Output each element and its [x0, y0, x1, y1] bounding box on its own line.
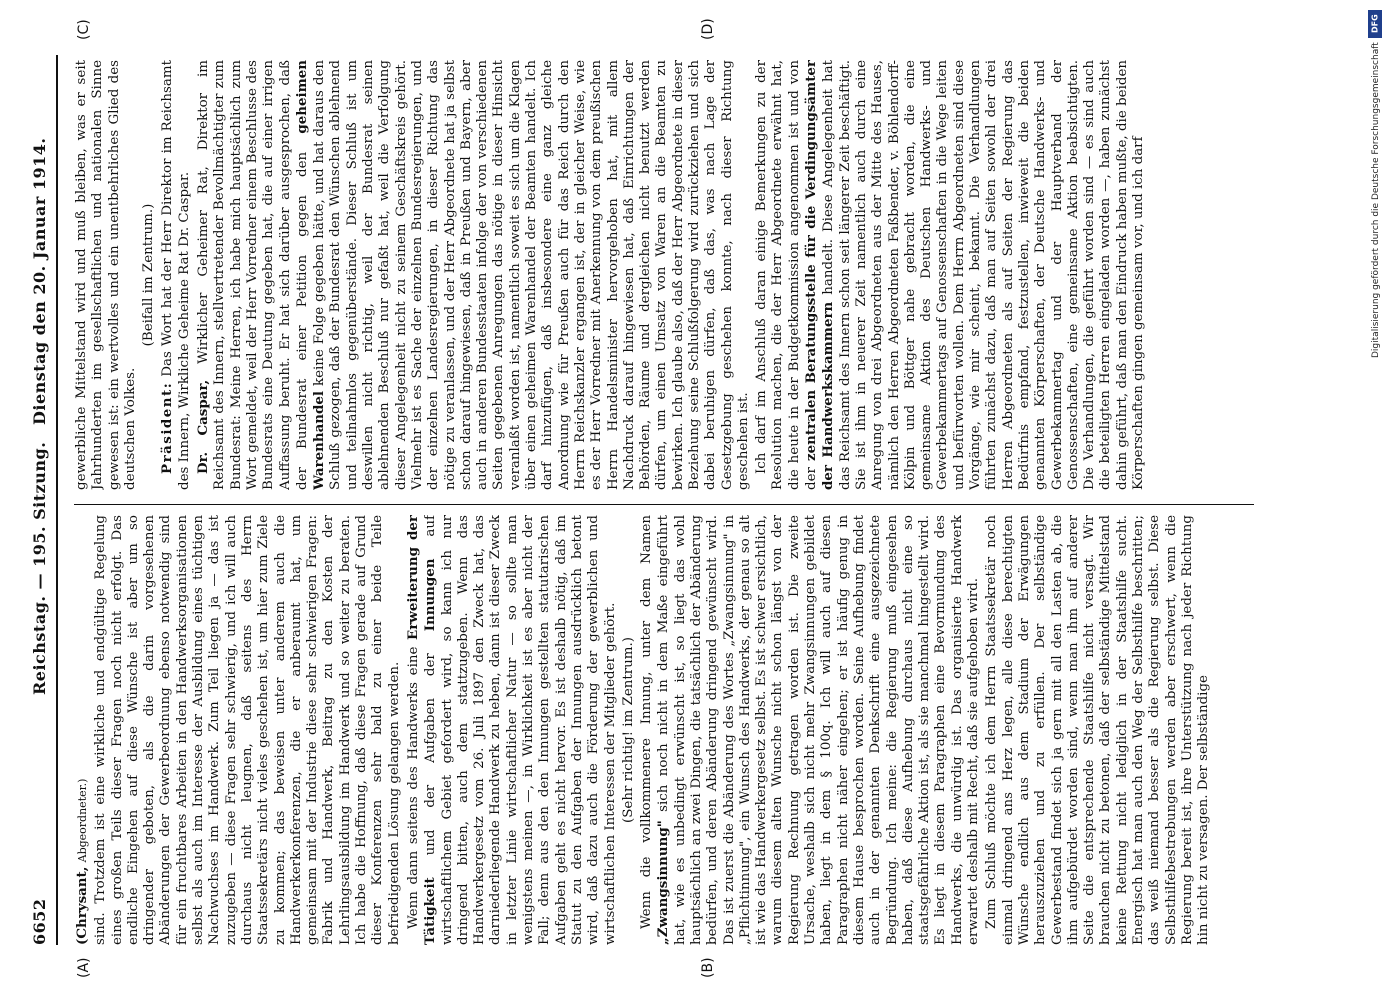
paragraph: Ich darf im Anschluß daran einige Bemerkungen zu der Resolution machen, die der Herr Abgeordnete erwähnt hat, die heute in der Budgetkommission angenommen ist und von der zentralen Beratungsstelle für die Verdingungsämter der Handwerkskammern handelt. Diese Angelegenheit hat das Reichsamt des Innern schon seit längerer Zeit beschäftigt. Sie ist ihm in neuerer Zeit namentlich auch durch eine Anregung von drei Abgeordneten aus der Mitte des Hauses, nämlich den Herren Abgeordneten Faßbender, v. Böhlendorff-Kölpin und Böttger nahe gebracht worden, die eine gemeinsame Aktion des Deutschen Handwerks- und Gewerbekammertags auf Genossenschaften in die Wege leiten und befürworten wollen. Dem Herrn Abgeordneten sind diese Vorgänge, wie mir scheint, bekannt. Die Verhandlungen führten zunächst dazu, daß man auf Seiten sowohl der drei Herren Abgeordneten als auf Seiten der Regierung das Bedürfnis empfand, festzustellen, inwieweit die beiden genannten Körperschaften, der Deutsche Handwerks- und Gewerbekammertag und der Hauptverband der Genossenschaften, eine gemeinsame Aktion beabsichtigten. Die Verhandlungen, die geführt worden sind — es sind auch die beteiligten Herren eingeladen worden —, haben zunächst dahin geführt, daß man den Eindruck haben mußte, die beiden Körperschaften gingen gemeinsam vor, und ich darf	[754, 60, 1146, 490]
speaker-line	[74, 515, 91, 945]
margin-mark-a: (A)	[76, 957, 92, 978]
emphasis: Innungen	[422, 558, 439, 632]
dfg-logo: DFG	[1368, 10, 1382, 38]
emphasis: zentralen Beratungsstelle für die Verdingungsämter der Handwerkskammern	[803, 60, 837, 490]
paragraph: Wenn dann seitens des Handwerks eine Erweiterung der Tätigkeit und der Aufgaben der Innungen auf wirtschaftlichem Gebiet gefordert wird, so kann ich nur dringend bitten, auch dem stattzugeben. Wenn das Handwerkergesetz vom 26. Juli 1897 den Zweck hat, das darniederliegende Handwerk zu heben, dann ist dieser Zweck in letzter Linie wirtschaftlicher Natur — so sollte man wenigstens meinen —, in Wirklichkeit ist es aber nicht der Fall; denn aus den den Innungen gestellten statutarischen Aufgaben geht es nicht hervor. Es ist deshalb nötig, daß im Statut zu den Aufgaben der Innungen ausdrücklich betont wird, daß dazu auch die Förderung der gewerblichen und wirtschaftlichen Interessen der Mitglieder gehört.	[404, 515, 618, 945]
digitization-credit: Digitalisierung gefördert durch die Deutsche Forschungsgemeinschaft	[1371, 42, 1381, 358]
paragraph: Zum Schluß möchte ich dem Herrn Staatssekretär noch einmal dringend ans Herz legen, alle diese berechtigten Wünsche endlich aus dem Stadium der Erwägungen herauszuziehen und zu erfüllen. Der selbständige Gewerbestand findet sich ja gern mit all den Lasten ab, die ihm aufgebürdet worden sind, wenn man ihm auf anderer Seite die entsprechende Staatshilfe nicht versagt. Wir brauchen nicht zu betonen, daß der selbständige Mittelstand keine Rettung nicht lediglich in der Staatshilfe sucht. Energisch hat man auch den Weg der Selbsthilfe beschritten; das weiß niemand besser als die Regierung selbst. Diese Selbsthilfebestrebungen werden aber erschwert, wenn die Regierung bereit ist, ihre Unterstützung nach jeder Richtung hin nicht zu versagen. Der selbständige	[984, 515, 1212, 945]
page-header	[22, 55, 58, 945]
emphasis: „Zwangsinnung"	[655, 820, 672, 945]
speaker-name: Dr. Caspar,	[195, 379, 212, 474]
right-column	[74, 60, 1254, 490]
president-statement: Präsident: Das Wort hat der Herr Direktor im Reichsamt des Innern, Wirkliche Geheime Rat Dr. Caspar.	[159, 60, 192, 490]
session-title: Reichstag. — 195. Sitzung.	[30, 441, 49, 695]
session-date: Dienstag den 20. Januar 1914.	[30, 137, 49, 425]
paragraph: gewerbliche Mittelstand wird und muß bleiben, was er seit Jahrhunderten im gesellschaftlichen und nationalen Sinne gewesen ist: ein wertvolles und ein unentbehrliches Glied des deutschen Volkes.	[74, 60, 138, 490]
paragraph: sind. Trotzdem ist eine wirkliche und endgültige Regelung eines großen Teils dieser Fragen noch nicht erfolgt. Das endliche Eingehen auf diese Wünsche ist aber um so dringender geboten, als die darin vorgesehenen Abänderungen der Gewerbeordnung ebenso notwendig sind für ein fruchtbares Arbeiten in den Handwerksorganisationen selbst als auch im Interesse der Ausbildung eines tüchtigen Nachwuchses im Handwerk. Zum Teil liegen ja — das ist zuzugeben — diese Fragen sehr schwierig, und ich will auch durchaus nicht leugnen, daß seitens des Herrn Staatssekretärs nicht vieles geschehen ist, um hier zum Ziele zu kommen; das beweisen unter anderem auch die Handwerkerkonferenzen, die er anberaumt hat, um gemeinsam mit der Industrie diese sehr schwierigen Fragen: Fabrik und Handwerk, Beitrag zu den Kosten der Lehrlingsausbildung im Handwerk und so weiter zu beraten. Ich habe die Hoffnung, daß diese Fragen gerade auf Grund dieser Konferenzen sehr bald zu einer beide Teile befriedigenden Lösung gelangen werden.	[93, 515, 402, 945]
column-divider	[74, 504, 1254, 505]
paragraph: Wenn die vollkommenere Innung, unter dem Namen „Zwangsinnung" sich noch nicht in dem Maße eingeführt hat, wie es unbedingt erwünscht ist, so liegt das wohl hauptsächlich an zwei Dingen, die tatsächlich der Abänderung bedürfen, und deren Abänderung dringend gewünscht wird. Das ist zuerst die Abänderung des Wortes „Zwangsinnung" in „Pflichtinnung", ein Wunsch des Handwerks, der genau so alt ist wie das Handwerkergesetz selbst. Es ist schwer ersichtlich, warum diesem alten Wunsche nicht schon längst von der Regierung Rechnung getragen worden ist. Die zweite Ursache, weshalb sich nicht mehr Zwangsinnungen gebildet haben, liegt in dem § 100q. Ich will auch auf diesen Paragraphen nicht näher eingehen; er ist häufig genug in diesem Hause besprochen worden. Seine Aufhebung findet auch in der genannten Denkschrift eine ausgezeichnete Begründung. Ich meine: die Regierung muß eingesehen haben, daß diese Aufhebung durchaus nicht eine so staatsgefährliche Aktion ist, als sie manchmal hingestellt wird. Es liegt in diesem Paragraphen eine Bevormundung des Handwerks, die unwürdig ist. Das organisierte Handwerk erwartet deshalb mit Recht, daß sie aufgehoben wird.	[639, 515, 982, 945]
speaker-name: (Chrysant,	[74, 866, 90, 945]
margin-mark-d: (D)	[700, 18, 716, 40]
emphasis: Erweiterung der Tätigkeit	[404, 515, 439, 945]
page-number: 6652	[30, 898, 49, 945]
paragraph: Dr. Caspar, Wirklicher Geheimer Rat, Direktor im Reichsamt des Innern, stellvertretender Bevollmächtigter zum Bundesrat: Meine Herren, ich habe mich hauptsächlich zum Wort gemeldet, weil der Herr Vorredner einem Beschlusse des Bundesrats eine Deutung gegeben hat, die auf einer irrigen Auffassung beruht. Er hat sich darüber ausgesprochen, daß der Bundesrat einer Petition gegen den geheimen Warenhandel keine Folge gegeben hätte, und hat daraus den Schluß gezogen, daß der Bundesrat den Wünschen ablehnend und teilnahmlos gegenüberstände. Dieser Schluß ist um deswillen nicht richtig, weil der Bundesrat seinen ablehnenden Beschluß nur gefaßt hat, weil die Verfolgung dieser Angelegenheit nicht zu seinem Geschäftskreis gehört. Vielmehr ist es Sache der einzelnen Bundesregierungen, und der einzelnen Landesregierungen, in dieser Richtung das nötige zu veranlassen, und der Herr Abgeordnete hat ja selbst schon darauf hingewiesen, daß in Preußen und Bayern, aber auch in anderen Bundesstaaten infolge der von verschiedenen Seiten gegebenen Anregungen das nötige in dieser Hinsicht veranlaßt worden ist, namentlich soweit es sich um die Klagen über einen geheimen Warenhandel der Beamten handelt. Ich darf hinzufügen, daß insbesondere eine ganz gleiche Anordnung wie für Preußen auch für das Reich durch den Herrn Reichskanzler ergangen ist, der in gleicher Weise, wie es der Herr Vorredner mit Anerkennung von dem preußischen Herrn Handelsminister hervorgehoben hat, mit allem Nachdruck darauf hingewiesen hat, daß Einrichtungen der Behörden, Räume und dergleichen nicht benutzt werden dürfen, um einen Umsatz von Waren an die Beamten zu bewirken. Ich glaube also, daß der Herr Abgeordnete in dieser Beziehung seine Schlußfolgerung wird zurückziehen und sich dabei beruhigen dürfen, daß das, was nach Lage der Gesetzgebung geschehen konnte, nach dieser Richtung geschehen ist.	[195, 60, 751, 490]
applause-note: (Sehr richtig! im Zentrum.)	[620, 637, 636, 823]
emphasis: geheimen Warenhandel	[293, 60, 328, 490]
speaker-role: Abgeordneter.)	[76, 778, 89, 863]
margin-mark-b: (B)	[700, 957, 716, 978]
left-column	[74, 515, 1254, 945]
margin-mark-c: (C)	[76, 19, 92, 40]
applause-note: (Beifall im Zentrum.)	[141, 203, 157, 347]
president-label: Präsident:	[159, 381, 176, 474]
